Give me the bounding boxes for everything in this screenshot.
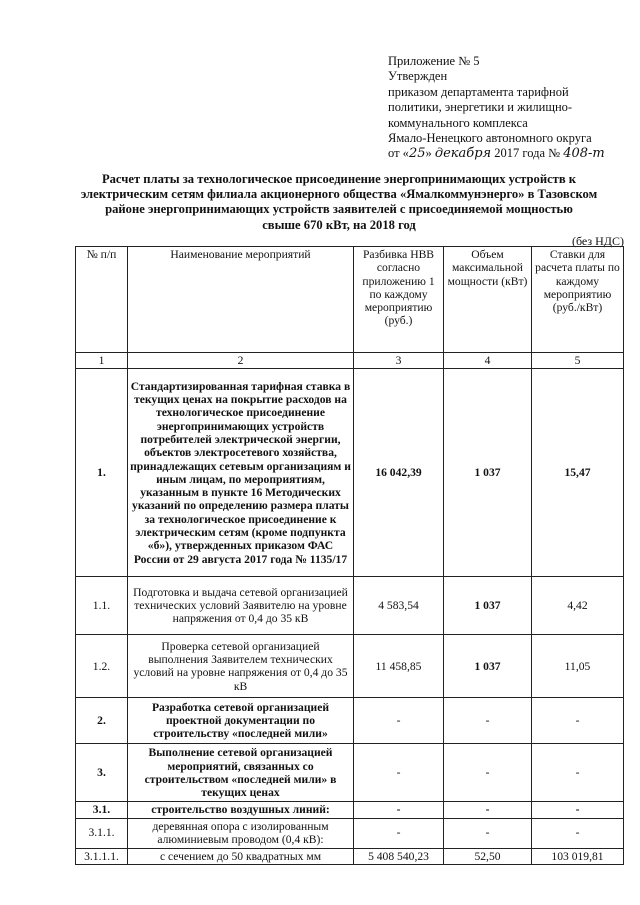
row-rate: 11,05 <box>532 635 624 698</box>
row-number: 3.1.1.1. <box>76 848 128 864</box>
row-nvv: 4 583,54 <box>354 577 444 635</box>
row-nvv: - <box>354 818 444 848</box>
row-name: Стандартизированная тарифная ставка в текущих ценах на покрытие расходов на технологическое присоединение энергопринимающих устройств потребителей электрической энергии, объектов электросетевого хозяйства, принадлежащих сетевым организациям и иным лицам, по мероприятиям, указанным в пункте 16 Методических указаний по определению размера платы за технологическое присоединение к электрическим сетям (кроме подпункта «б»), утвержденных приказом ФАС России от 29 августа 2017 года № 1135/17 <box>128 369 354 577</box>
date-year: 2017 года № <box>494 146 561 161</box>
vat-note: (без НДС) <box>571 234 624 248</box>
header-name: Наименование мероприятий <box>128 247 354 353</box>
row-power: - <box>444 802 532 818</box>
row-power: - <box>444 698 532 744</box>
index-row <box>76 353 624 369</box>
row-rate: 4,42 <box>532 577 624 635</box>
row-name: с сечением до 50 квадратных мм <box>128 848 354 864</box>
rates-table <box>75 246 624 865</box>
header-rate: Ставки для расчета платы по каждому мероприятию (руб./кВт) <box>532 247 624 353</box>
header-nvv: Разбивка НВВ согласно приложению 1 по каждому мероприятию (руб.) <box>354 247 444 353</box>
row-rate: 103 019,81 <box>532 848 624 864</box>
row-power: 52,50 <box>444 848 532 864</box>
date-day-handwritten: 25 <box>408 146 426 162</box>
index-cell: 1 <box>76 353 128 369</box>
row-name: строительство воздушных линий: <box>128 802 354 818</box>
order-line-4: Ямало-Ненецкого автономного округа <box>388 131 592 146</box>
header-row <box>76 247 624 353</box>
title-line-4: свыше 670 кВт, на 2018 год <box>262 217 416 232</box>
row-power: 1 037 <box>444 635 532 698</box>
header-number: № п/п <box>76 247 128 353</box>
row-power: - <box>444 818 532 848</box>
row-name: Разработка сетевой организацией проектной документации по строительству «последней мили» <box>128 698 354 744</box>
approved-label: Утвержден <box>388 69 448 84</box>
row-number: 1. <box>76 369 128 577</box>
row-nvv: - <box>354 802 444 818</box>
order-number-handwritten: 408-т <box>563 146 605 162</box>
date-mid: » <box>425 146 432 161</box>
row-power: - <box>444 744 532 802</box>
row-rate: - <box>532 818 624 848</box>
table-row <box>76 802 624 818</box>
table-row <box>76 744 624 802</box>
row-nvv: 11 458,85 <box>354 635 444 698</box>
table-row <box>76 577 624 635</box>
title-line-1: Расчет платы за технологическое присоединение энергопринимающих устройств к <box>101 172 577 186</box>
date-month-handwritten: декабря <box>434 146 492 162</box>
order-line-1: приказом департамента тарифной <box>388 84 569 99</box>
row-power: 1 037 <box>444 369 532 577</box>
document-title <box>75 172 603 233</box>
row-name: Выполнение сетевой организацией мероприятий, связанных со строительством «последней мили» в текущих ценах <box>128 744 354 802</box>
index-cell: 5 <box>532 353 624 369</box>
table-row <box>76 818 624 848</box>
row-number: 1.2. <box>76 635 128 698</box>
row-nvv: 5 408 540,23 <box>354 848 444 864</box>
row-number: 3. <box>76 744 128 802</box>
row-nvv: - <box>354 698 444 744</box>
row-name: деревянная опора с изолированным алюминиевым проводом (0,4 кВ): <box>128 818 354 848</box>
row-power: 1 037 <box>444 577 532 635</box>
row-number: 1.1. <box>76 577 128 635</box>
order-line-2: политики, энергетики и жилищно- <box>388 100 573 115</box>
row-rate: 15,47 <box>532 369 624 577</box>
approval-block <box>388 54 605 162</box>
row-number: 3.1. <box>76 802 128 818</box>
row-rate: - <box>532 698 624 744</box>
order-date-line <box>388 146 605 161</box>
row-number: 3.1.1. <box>76 818 128 848</box>
index-cell: 4 <box>444 353 532 369</box>
row-name: Подготовка и выдача сетевой организацией технических условий Заявителю на уровне напряжения от 0,4 до 35 кВ <box>128 577 354 635</box>
title-line-3: районе энергопринимающих устройств заявителей с присоединяемой мощностью <box>105 202 573 217</box>
title-line-2: электрическим сетям филиала акционерного общества «Ямалкоммунэнерго» в Тазовском <box>80 187 598 202</box>
row-rate: - <box>532 744 624 802</box>
row-nvv: - <box>354 744 444 802</box>
appendix-number: Приложение № 5 <box>388 54 480 68</box>
table-row <box>76 698 624 744</box>
index-cell: 2 <box>128 353 354 369</box>
table-row <box>76 848 624 864</box>
row-rate: - <box>532 802 624 818</box>
index-cell: 3 <box>354 353 444 369</box>
order-line-3: коммунального комплекса <box>388 115 528 130</box>
date-prefix: от « <box>388 146 409 161</box>
table-row <box>76 369 624 577</box>
row-nvv: 16 042,39 <box>354 369 444 577</box>
row-name: Проверка сетевой организацией выполнения Заявителем технических условий на уровне напряжения от 0,4 до 35 кВ <box>128 635 354 698</box>
row-number: 2. <box>76 698 128 744</box>
table-row <box>76 635 624 698</box>
header-power: Объем максимальной мощности (кВт) <box>444 247 532 353</box>
